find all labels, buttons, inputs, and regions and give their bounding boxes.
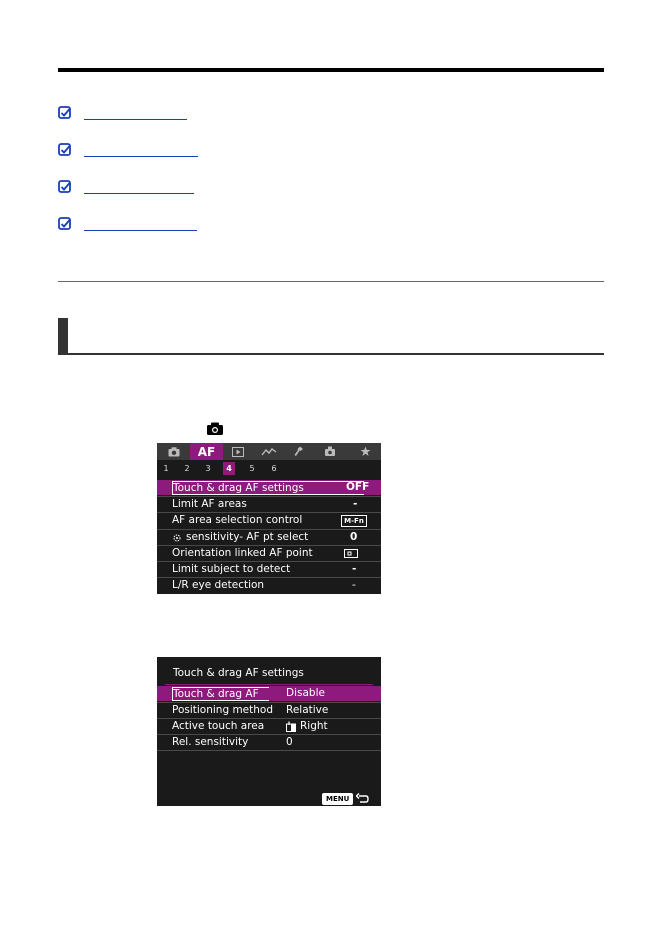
setting-row-active-touch-area[interactable]	[157, 719, 381, 734]
menu-row-limit-subject-to-detect[interactable]	[157, 562, 381, 577]
camera-icon	[206, 422, 224, 436]
tab-my-menu[interactable]	[354, 443, 376, 460]
row-divider	[157, 750, 381, 751]
setting-label: Touch & drag AF	[172, 687, 269, 701]
menu-row-label: Limit AF areas	[172, 498, 247, 510]
sub-tab-bar	[157, 462, 381, 475]
af-menu-screen	[157, 443, 381, 594]
wrench-icon	[294, 446, 304, 457]
setting-label: Rel. sensitivity	[172, 736, 249, 748]
setting-row-positioning-method[interactable]	[157, 703, 381, 718]
menu-row-label: Touch & drag AF settings	[172, 481, 364, 495]
touch-area-right-icon	[286, 721, 296, 732]
menu-row-lr-eye-detection[interactable]	[157, 578, 381, 593]
menu-row-value: -	[352, 579, 356, 591]
toc-link-1[interactable]	[84, 119, 187, 120]
menu-tab-bar	[157, 443, 381, 460]
section-heading-bar	[58, 318, 68, 355]
subtab-4[interactable]: 4	[223, 462, 235, 475]
subtab-3[interactable]: 3	[205, 464, 211, 473]
menu-row-value: -	[352, 563, 357, 575]
toc-item-4[interactable]	[58, 215, 197, 233]
custom-function-icon	[324, 446, 336, 457]
toc-item-3[interactable]	[58, 178, 194, 196]
toc-link-2[interactable]	[84, 156, 198, 157]
setting-value: Right	[300, 720, 328, 732]
return-icon	[356, 793, 369, 805]
setting-label: Positioning method	[172, 704, 274, 716]
menu-row-label: sensitivity- AF pt select	[186, 531, 309, 543]
menu-row-label: Limit subject to detect	[172, 563, 291, 575]
menu-row-value: -	[353, 498, 358, 510]
menu-row-value: OFF	[346, 481, 370, 493]
toc-item-1[interactable]	[58, 104, 187, 122]
setting-value: Disable	[286, 687, 325, 699]
toc-link-4[interactable]	[84, 230, 197, 231]
checkbox-icon	[58, 180, 72, 194]
top-rule	[58, 68, 604, 72]
tab-af[interactable]	[190, 443, 223, 460]
menu-row-limit-af-areas[interactable]	[157, 497, 381, 512]
menu-row-touch-drag-af-settings[interactable]	[157, 480, 381, 495]
tab-custom-functions[interactable]	[319, 443, 341, 460]
title-rule	[165, 684, 373, 685]
tab-playback[interactable]	[227, 443, 249, 460]
camera-icon	[168, 447, 180, 457]
af-point-icon	[344, 549, 358, 558]
wireless-icon	[261, 447, 277, 457]
menu-row-orientation-linked-af-point[interactable]	[157, 546, 381, 561]
menu-row-label: L/R eye detection	[172, 579, 265, 591]
menu-row-label: Orientation linked AF point	[172, 547, 313, 559]
subtab-2[interactable]: 2	[184, 464, 190, 473]
screen-title: Touch & drag AF settings	[173, 667, 304, 679]
playback-icon	[232, 447, 244, 457]
tab-wireless[interactable]	[256, 443, 282, 460]
subtab-6[interactable]: 6	[271, 464, 277, 473]
checkbox-icon	[58, 106, 72, 120]
setting-label: Active touch area	[172, 720, 265, 732]
touch-drag-af-settings-screen	[157, 657, 381, 806]
subtab-1[interactable]: 1	[163, 464, 169, 473]
setting-row-touch-drag-af[interactable]	[157, 686, 381, 701]
checkbox-icon	[58, 143, 72, 157]
subtab-5[interactable]: 5	[249, 464, 255, 473]
tab-camera[interactable]	[163, 443, 185, 460]
menu-row-af-area-selection-control[interactable]	[157, 513, 381, 528]
section-heading-rule	[58, 353, 604, 355]
toc-link-3[interactable]	[84, 193, 194, 194]
toc-item-2[interactable]	[58, 141, 198, 159]
setting-row-rel-sensitivity[interactable]	[157, 735, 381, 750]
menu-button[interactable]: MENU	[322, 793, 353, 805]
tab-setup[interactable]	[288, 443, 310, 460]
menu-row-value: 0	[350, 531, 358, 543]
checkbox-icon	[58, 217, 72, 231]
setting-value: Relative	[286, 704, 329, 716]
menu-row-label: AF area selection control	[172, 514, 303, 526]
tab-af-label: AF	[197, 444, 216, 459]
dial-icon	[172, 533, 182, 543]
setting-value: 0	[286, 736, 293, 748]
star-icon	[360, 446, 371, 457]
menu-row-value: M-Fn	[341, 515, 367, 527]
menu-row-sensitivity-af-pt-select[interactable]	[157, 530, 381, 545]
section-divider	[58, 281, 604, 282]
